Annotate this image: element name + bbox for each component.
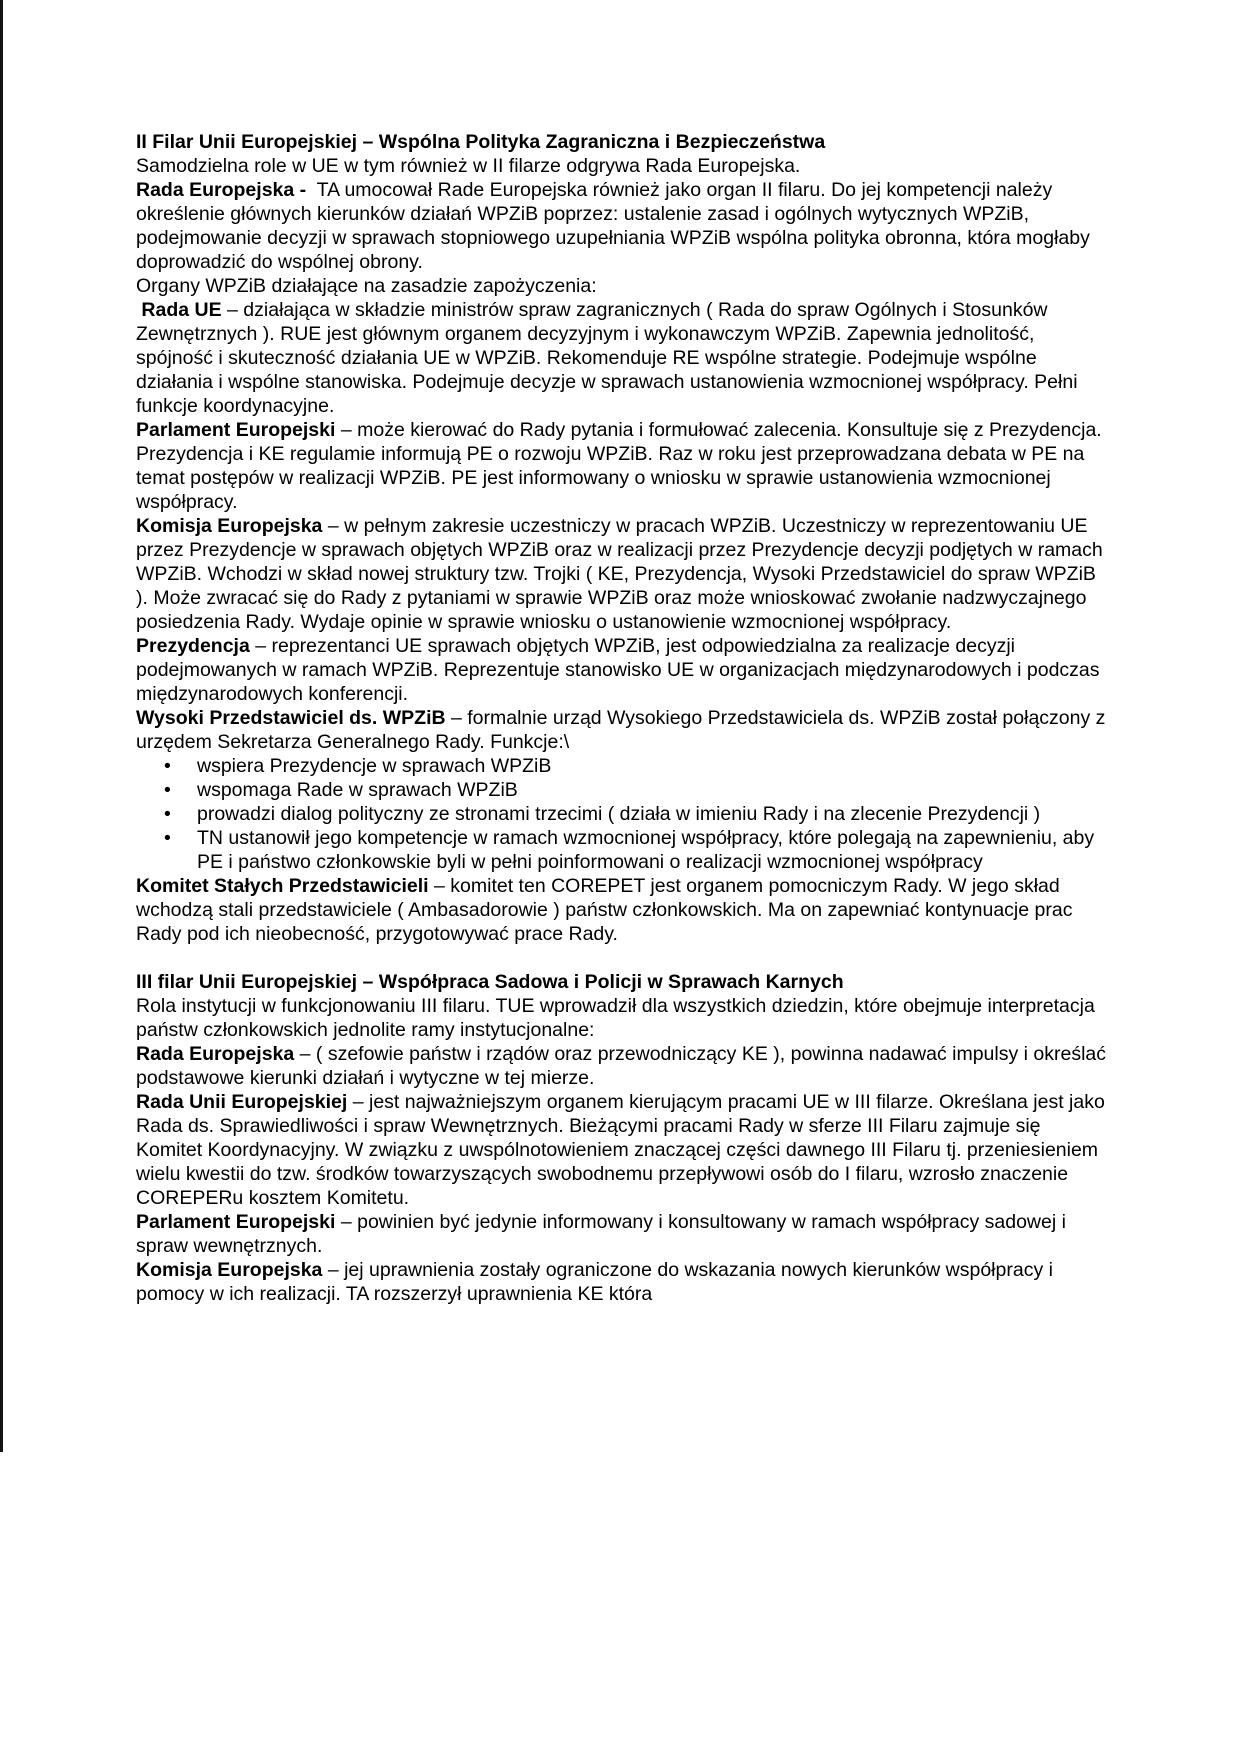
section-heading <box>136 970 1108 994</box>
paragraph <box>136 154 1108 178</box>
paragraph <box>136 514 1108 634</box>
bold-text-run: Komitet Stałych Przedstawicieli <box>136 875 429 897</box>
section-heading <box>136 130 1108 154</box>
paragraph <box>136 178 1108 274</box>
text-run: – formalnie urząd Wysokiego Przedstawiciela ds. WPZiB został połączony z urzędem Sekretarza Generalnego Rady. Funkcje:\ <box>136 707 1111 753</box>
paragraph <box>136 706 1111 754</box>
paragraph <box>136 874 1108 946</box>
text-run: – może kierować do Rady pytania i formułować zalecenia. Konsultuje się z Prezydencja. Prezydencja i KE regulamie informują PE o rozwoju WPZiB. Raz w roku jest przeprowadzana debata w PE na temat postępów w realizacji WPZiB. PE jest informowany o wniosku w sprawie ustanowienia wzmocnionej współpracy. <box>136 419 1108 513</box>
bullet-list <box>136 754 1108 874</box>
bold-text-run: Rada Europejska - <box>136 179 312 201</box>
bold-text-run: Komisja Europejska <box>136 515 323 537</box>
text-run: – jest najważniejszym organem kierującym pracami UE w III filarze. Określana jest jako Rada ds. Sprawiedliwości i spraw Wewnętrznych. Bieżącymi pracami Rady w sferze III Filaru zajmuje się Komitet Koordynacyjny. W związku z uwspólnotowieniem znaczącej części dawnego III Filaru tj. przeniesieniem wielu kwestii do tzw. środków towarzyszących swobodnemu przepływowi osób do I filaru, wzrosło znaczenie COREPERu kosztem Komitetu. <box>136 1091 1111 1209</box>
text-run: – komitet ten COREPET jest organem pomocniczym Rady. W jego skład wchodzą stali przedstawiciele ( Ambasadorowie ) państw członkowskich. Ma on zapewniać kontynuacje prac Rady pod ich nieobecność, przygotowywać prace Rady. <box>136 875 1078 945</box>
paragraph <box>136 298 1108 418</box>
text-run: Organy WPZiB działające na zasadzie zapożyczenia: <box>136 275 597 297</box>
bold-text-run: Rada UE <box>136 299 222 321</box>
bold-text-run: Rada Europejska <box>136 1043 295 1065</box>
paragraph <box>136 1258 1108 1306</box>
bullet-list-item: • wspomaga Rade w sprawach WPZiB <box>136 778 1108 802</box>
paragraph <box>136 274 1108 298</box>
bullet-list-item: • prowadzi dialog polityczny ze stronami trzecimi ( działa w imieniu Rady i na zlecenie Prezydencji ) <box>136 802 1108 826</box>
paragraph <box>136 1210 1108 1258</box>
bold-text-run: Komisja Europejska <box>136 1259 323 1281</box>
bullet-list-item: • wspiera Prezydencje w sprawach WPZiB <box>136 754 1108 778</box>
bold-text-run: Parlament Europejski <box>136 419 336 441</box>
text-run: TA umocował Rade Europejska również jako organ II filaru. Do jej kompetencji należy określenie głównych kierunków działań WPZiB poprzez: ustalenie zasad i ogólnych wytycznych WPZiB, podejmowanie decyzji w sprawach stopniowego uzupełniania WPZiB wspólna polityka obronna, która mogłaby doprowadzić do wspólnej obrony. <box>136 179 1096 273</box>
paragraph <box>136 1042 1112 1090</box>
scan-edge-artifact <box>0 0 3 1452</box>
text-run: – w pełnym zakresie uczestniczy w pracach WPZiB. Uczestniczy w reprezentowaniu UE przez Prezydencje w sprawach objętych WPZiB oraz w realizacji przez Prezydencje decyzji podjętych w ramach WPZiB. Wchodzi w skład nowej struktury tzw. Trojki ( KE, Prezydencja, Wysoki Przedstawiciel do spraw WPZiB ). Może zwracać się do Rady z pytaniami w sprawie WPZiB oraz może wnioskować zwołanie nadzwyczajnego posiedzenia Rady. Wydaje opinie w sprawie wniosku o ustanowienie wzmocnionej współpracy. <box>136 515 1109 633</box>
bold-text-run: Prezydencja <box>136 635 250 657</box>
blank-line <box>136 946 1108 970</box>
bullet-list-item: • TN ustanowił jego kompetencje w ramach wzmocnionej współpracy, które polegają na zapewnieniu, aby PE i państwo członkowskie byli w pełni poinformowani o realizacji wzmocnionej współpracy <box>136 826 1108 874</box>
text-run: – jej uprawnienia zostały ograniczone do wskazania nowych kierunków współpracy i pomocy w ich realizacji. TA rozszerzył uprawnienia KE która <box>136 1259 1059 1305</box>
paragraph <box>136 634 1108 706</box>
text-run: – działająca w składzie ministrów spraw zagranicznych ( Rada do spraw Ogólnych i Stosunków Zewnętrznych ). RUE jest głównym organem decyzyjnym i wykonawczym WPZiB. Zapewnia jednolitość, spójność i skuteczność działania UE w WPZiB. Rekomenduje RE wspólne strategie. Podejmuje wspólne działania i wspólne stanowiska. Podejmuje decyzje w sprawach ustanowienia wzmocnionej współpracy. Pełni funkcje koordynacyjne. <box>136 299 1083 417</box>
text-run: – ( szefowie państw i rządów oraz przewodniczący KE ), powinna nadawać impulsy i określać podstawowe kierunki działań i wytyczne w tej mierze. <box>136 1043 1112 1089</box>
text-run: Rola instytucji w funkcjonowaniu III filaru. TUE wprowadził dla wszystkich dziedzin, które obejmuje interpretacja państw członkowskich jednolite ramy instytucjonalne: <box>136 995 1101 1041</box>
document-content <box>136 130 1112 1306</box>
bold-text-run: Parlament Europejski <box>136 1211 336 1233</box>
paragraph <box>136 418 1108 514</box>
bold-text-run: Rada Unii Europejskiej <box>136 1091 348 1113</box>
bold-text-run: Wysoki Przedstawiciel ds. WPZiB <box>136 707 446 729</box>
bold-text-run: II Filar Unii Europejskiej – Wspólna Polityka Zagraniczna i Bezpieczeństwa <box>136 131 826 153</box>
text-run: Samodzielna role w UE w tym również w II filarze odgrywa Rada Europejska. <box>136 155 801 177</box>
text-run: – reprezentanci UE sprawach objętych WPZiB, jest odpowiedzialna za realizacje decyzji podejmowanych w ramach WPZiB. Reprezentuje stanowisko UE w organizacjach międzynarodowych i podczas międzynarodowych konferencji. <box>136 635 1105 705</box>
bold-text-run: III filar Unii Europejskiej – Współpraca Sadowa i Policji w Sprawach Karnych <box>136 971 844 993</box>
paragraph <box>136 994 1108 1042</box>
paragraph <box>136 1090 1111 1210</box>
text-run: – powinien być jedynie informowany i konsultowany w ramach współpracy sadowej i spraw wewnętrznych. <box>136 1211 1072 1257</box>
